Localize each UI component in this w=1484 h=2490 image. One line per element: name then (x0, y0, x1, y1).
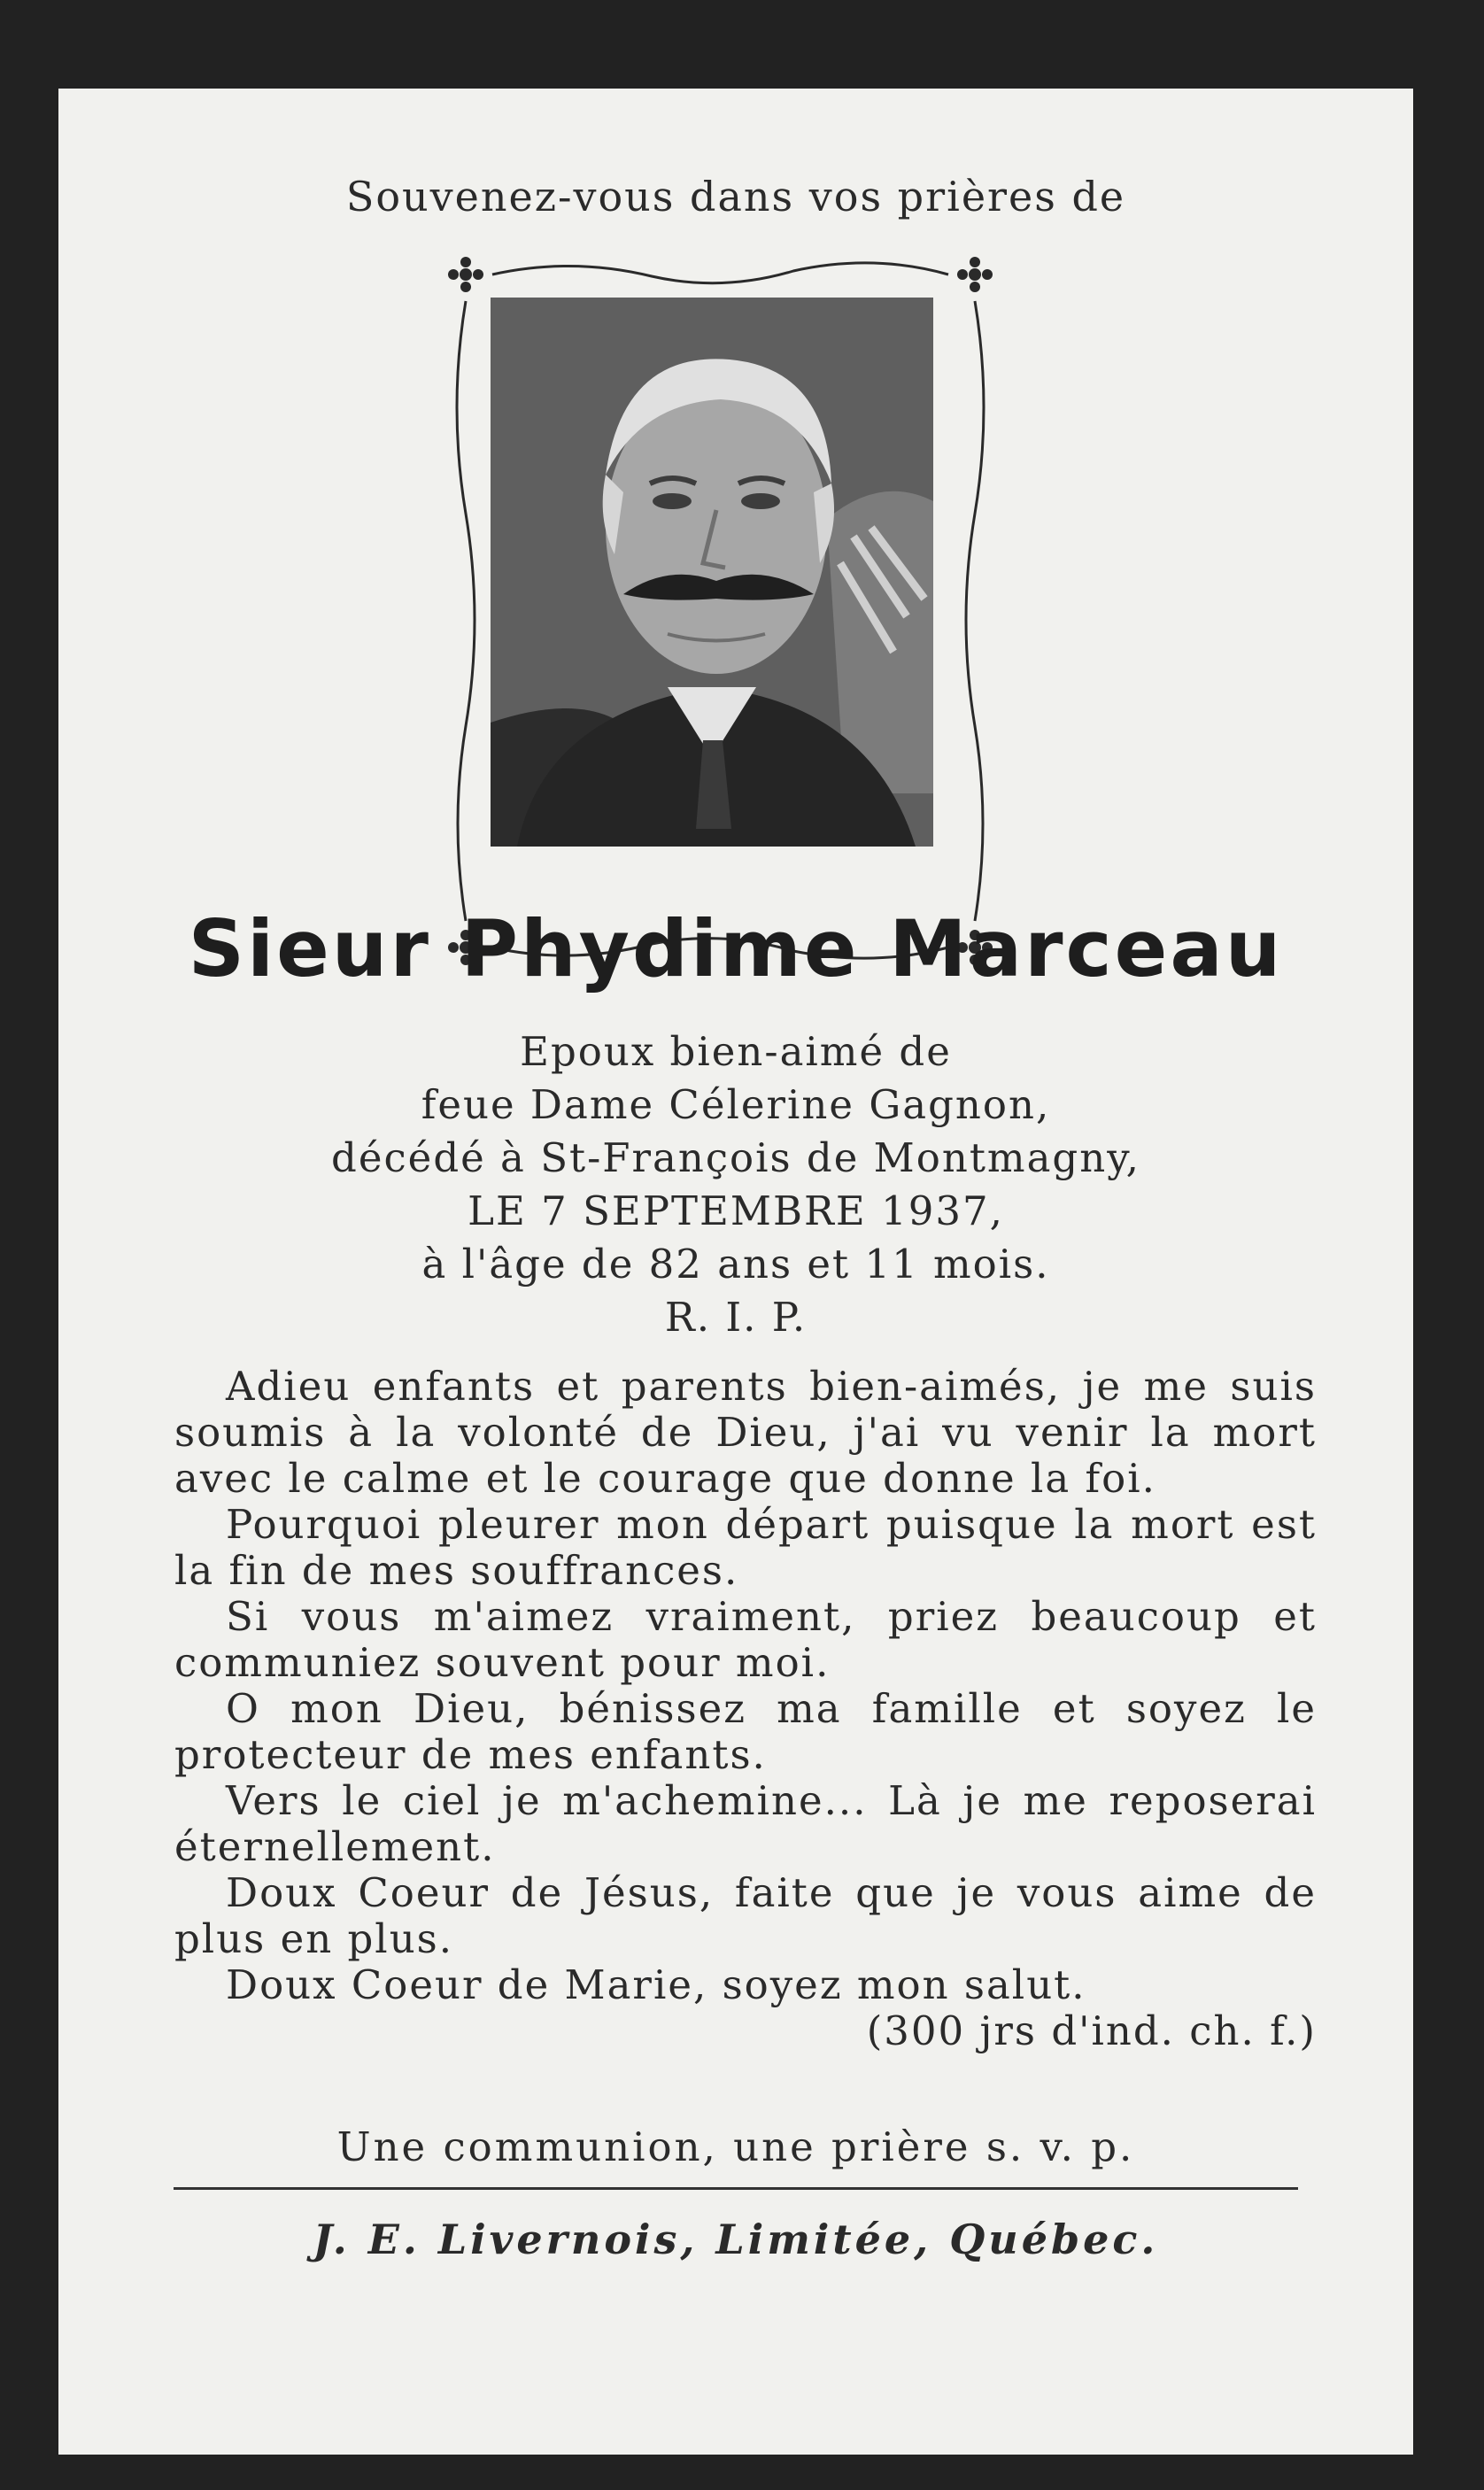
closing-request: Une communion, une prière s. v. p. (336, 2123, 1135, 2170)
spouse-name-line: feue Dame Célerine Gagnon, (421, 1081, 1051, 1128)
paragraph-farewell: Adieu enfants et parents bien-aimés, je me suis soumis à la volonté de Dieu, j'ai vu venir la mort avec le calme et le courage que donne la foi. (174, 1363, 1317, 1502)
printer-credit: J. E. Livernois, Limitée, Québec. (313, 2215, 1159, 2263)
corner-ornament-top-right (957, 257, 993, 292)
spouse-line: Epoux bien-aimé de (520, 1028, 952, 1075)
divider-rule (174, 2187, 1298, 2190)
paragraph-heart-of-mary: Doux Coeur de Marie, soyez mon salut. (226, 1961, 1086, 2008)
paragraph-sacred-heart: Doux Coeur de Jésus, faite que je vous aime de plus en plus. (174, 1869, 1317, 1962)
corner-ornament-top-left (448, 257, 483, 292)
paragraph-why-weep: Pourquoi pleurer mon départ puisque la mort est la fin de mes souffrances. (174, 1501, 1317, 1594)
paragraph-pray: Si vous m'aimez vraiment, priez beaucoup et communiez souvent pour moi. (174, 1593, 1317, 1686)
prayer-text (174, 1364, 1317, 2054)
portrait-photo (491, 298, 933, 847)
portrait-icon (491, 298, 933, 847)
memorial-card (58, 89, 1413, 2455)
indulgence-note: (300 jrs d'ind. ch. f.) (866, 2007, 1317, 2054)
paragraph-heaven: Vers le ciel je m'achemine... Là je me reposerai éternellement. (174, 1777, 1317, 1870)
death-place-line: décédé à St-François de Montmagny, (331, 1134, 1140, 1181)
rip-line: R. I. P. (664, 1294, 808, 1341)
paragraph-bless-family: O mon Dieu, bénissez ma famille et soyez le protecteur de mes enfants. (174, 1685, 1317, 1778)
death-date-line: LE 7 SEPTEMBRE 1937, (468, 1187, 1004, 1234)
age-line: à l'âge de 82 ans et 11 mois. (421, 1241, 1050, 1288)
deceased-name: Sieur Phydime Marceau (188, 903, 1284, 994)
header-text: Souvenez-vous dans vos prières de (345, 173, 1126, 220)
